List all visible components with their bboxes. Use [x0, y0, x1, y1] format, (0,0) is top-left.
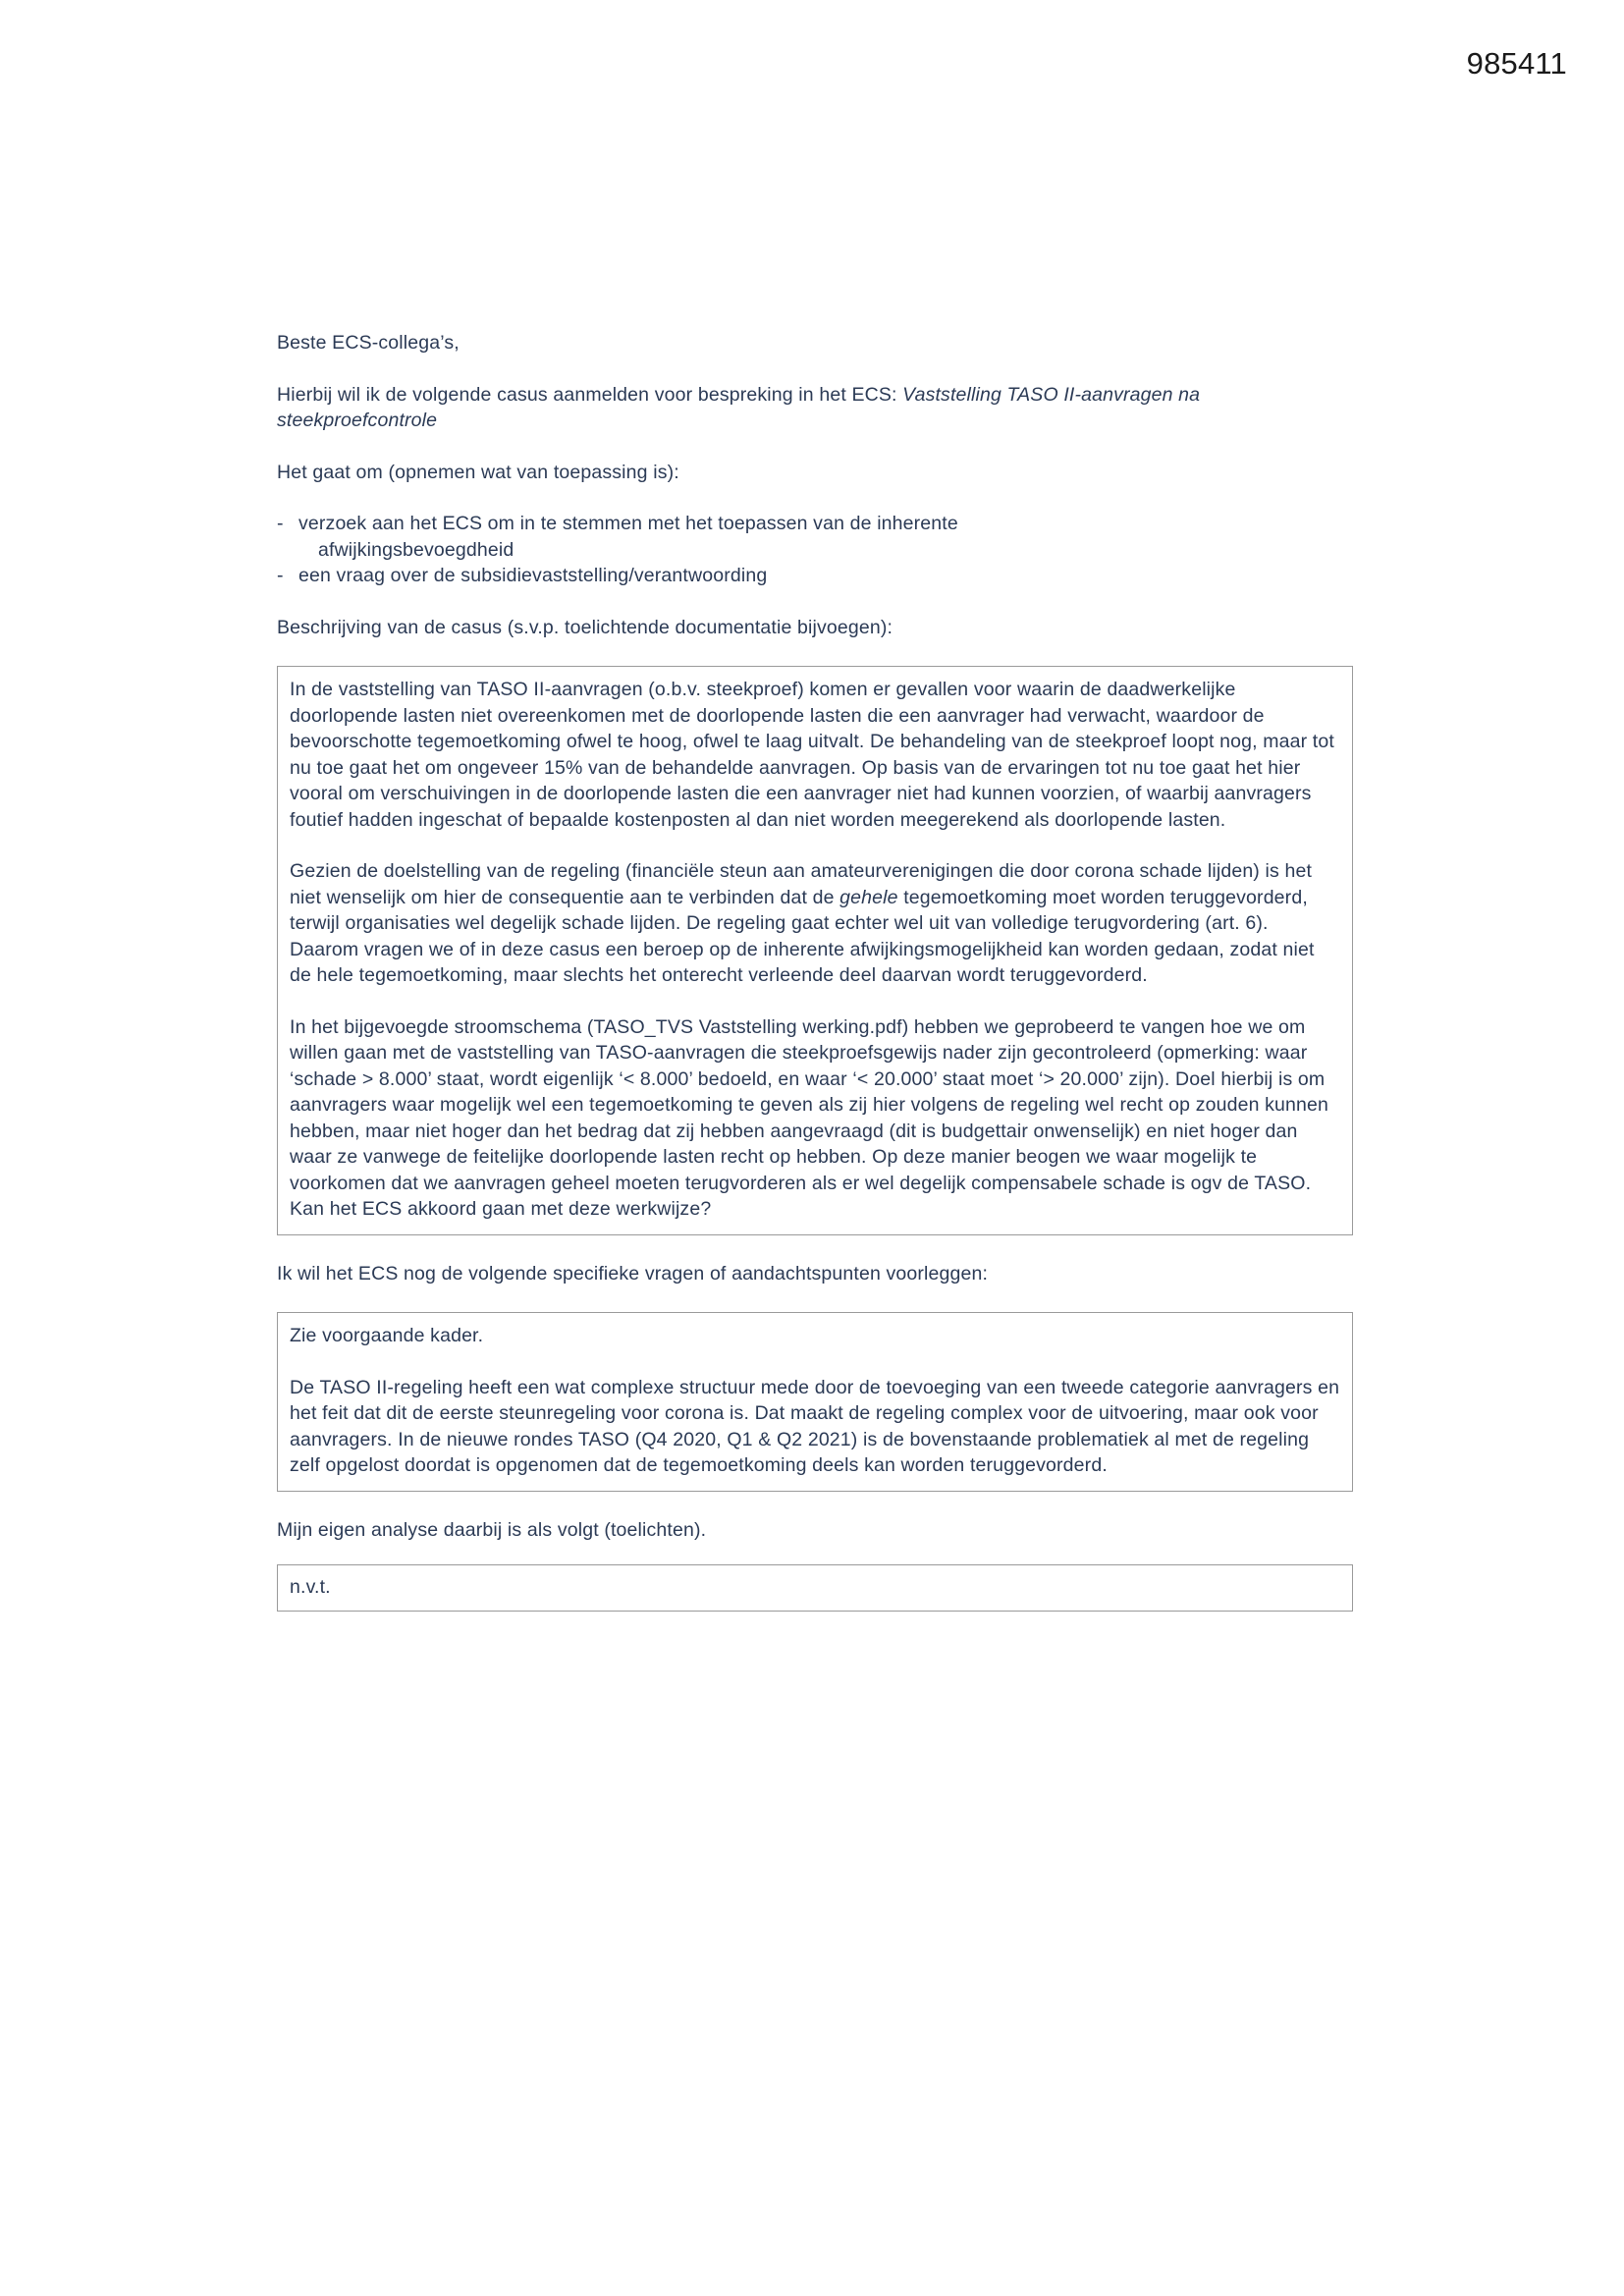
questions-heading: Ik wil het ECS nog de volgende specifieke vragen of aandachtspunten voorleggen: — [277, 1262, 989, 1285]
dash-marker: - — [277, 513, 284, 534]
description-textbox[interactable] — [277, 666, 1353, 1235]
description-paragraph-3: In het bijgevoegde stroomschema (TASO_TVS Vaststelling werking.pdf) hebben we geprobeerd te vangen hoe we om willen gaan met de vaststelling van TASO-aanvragen die steekproefsgewijs nader zijn gecontroleerd (opmerking: waar ‘schade > 8.000’ staat, wordt eigenlijk ‘< 8.000’ bedoeld, en waar ‘< 20.000’ staat moet ‘> 20.000’ zijn). Doel hierbij is om aanvragers waar mogelijk wel een tegemoetkoming te geven als zij hier volgens de regeling wel recht op zouden kunnen hebben, maar niet hoger dan het bedrag dat zij hebben aangevraagd (dit is budgettair onwenselijk) en niet hoger dan waar ze vanwege de feitelijke doorlopende lasten recht op hebben. Op deze manier beogen we waar mogelijk te voorkomen dat we aanvragen geheel moeten terugvorderen als er wel degelijk compensabele schade is ogv de TASO. Kan het ECS akkoord gaan met deze werkwijze? — [290, 1015, 1329, 1220]
salutation: Beste ECS-collega’s, — [277, 332, 460, 354]
description-paragraph-2-part-1: Gezien de doelstelling van de regeling (financiële steun aan amateurverenigingen die door corona schade lijden) is het niet wenselijk om hier de consequentie aan te verbinden dat de — [290, 860, 1313, 908]
description-paragraph-2-part-2: tegemoetkoming moet worden teruggevorderd, terwijl organisaties wel degelijk schade lijden. De regeling gaat echter wel uit van volledige terugvordering (art. 6). Daarom vragen we of in deze casus een beroep op de inherente afwijkingsmogelijkheid kan worden gedaan, zodat niet de hele tegemoetkoming, maar slechts het onterecht verleende deel daarvan wordt teruggevorderd. — [290, 886, 1315, 986]
analysis-value: n.v.t. — [290, 1576, 331, 1598]
list-item — [277, 511, 1353, 563]
questions-textbox[interactable] — [277, 1312, 1353, 1492]
document-number: 985411 — [1466, 46, 1567, 81]
intro-paragraph — [277, 382, 1353, 434]
analysis-textbox[interactable] — [277, 1564, 1353, 1612]
document-body — [277, 330, 1353, 1637]
list-item-line-1: een vraag over de subsidievaststelling/verantwoording — [298, 565, 768, 586]
description-paragraph-1: In de vaststelling van TASO II-aanvragen (o.b.v. steekproef) komen er gevallen voor waarin de daadwerkelijke doorlopende lasten niet overeenkomen met de doorlopende lasten die een aanvrager had verwacht, waardoor de bevoorschotte tegemoetkoming ofwel te hoog, ofwel te laag uitvalt. De behandeling van de steekproef loopt nog, maar tot nu toe gaat het om ongeveer 15% van de behandelde aanvragen. Op basis van de ervaringen tot nu toe gaat het hier vooral om verschuivingen in de doorlopende lasten die een aanvrager niet had kunnen voorzien, of waarbij aanvragers foutief hadden ingeschat of bepaalde kostenposten al dan niet worden meegerekend als doorlopende lasten. — [290, 679, 1334, 831]
list-item — [277, 563, 1353, 589]
list-item-line-1: verzoek aan het ECS om in te stemmen met het toepassen van de inherente — [298, 513, 958, 534]
questions-paragraph-2: De TASO II-regeling heeft een wat complexe structuur mede door de toevoeging van een tweede categorie aanvragers en het feit dat dit de eerste steunregeling voor corona is. Dat maakt de regeling complex voor de uitvoering, maar ook voor aanvragers. In de nieuwe rondes TASO (Q4 2020, Q1 & Q2 2021) is de bovenstaande problematiek al met de regeling zelf opgelost doordat is opgenomen dat de tegemoetkoming deels kan worden teruggevorderd. — [290, 1376, 1340, 1476]
dash-marker: - — [277, 565, 284, 586]
description-paragraph-2-emphasis: gehele — [839, 886, 898, 908]
intro-lead-text: Hierbij wil ik de volgende casus aanmelden voor bespreking in het ECS: — [277, 383, 903, 406]
scope-list — [277, 511, 1353, 589]
scope-heading: Het gaat om (opnemen wat van toepassing is): — [277, 461, 679, 483]
description-heading: Beschrijving van de casus (s.v.p. toelichtende documentatie bijvoegen): — [277, 616, 893, 638]
questions-paragraph-1: Zie voorgaande kader. — [290, 1325, 484, 1346]
description-paragraph-2 — [290, 858, 1340, 989]
analysis-heading: Mijn eigen analyse daarbij is als volgt (toelichten). — [277, 1518, 707, 1541]
case-title: Vaststelling TASO II-aanvragen na steekproefcontrole — [277, 383, 1201, 431]
list-item-line-2: afwijkingsbevoegdheid — [318, 538, 514, 561]
